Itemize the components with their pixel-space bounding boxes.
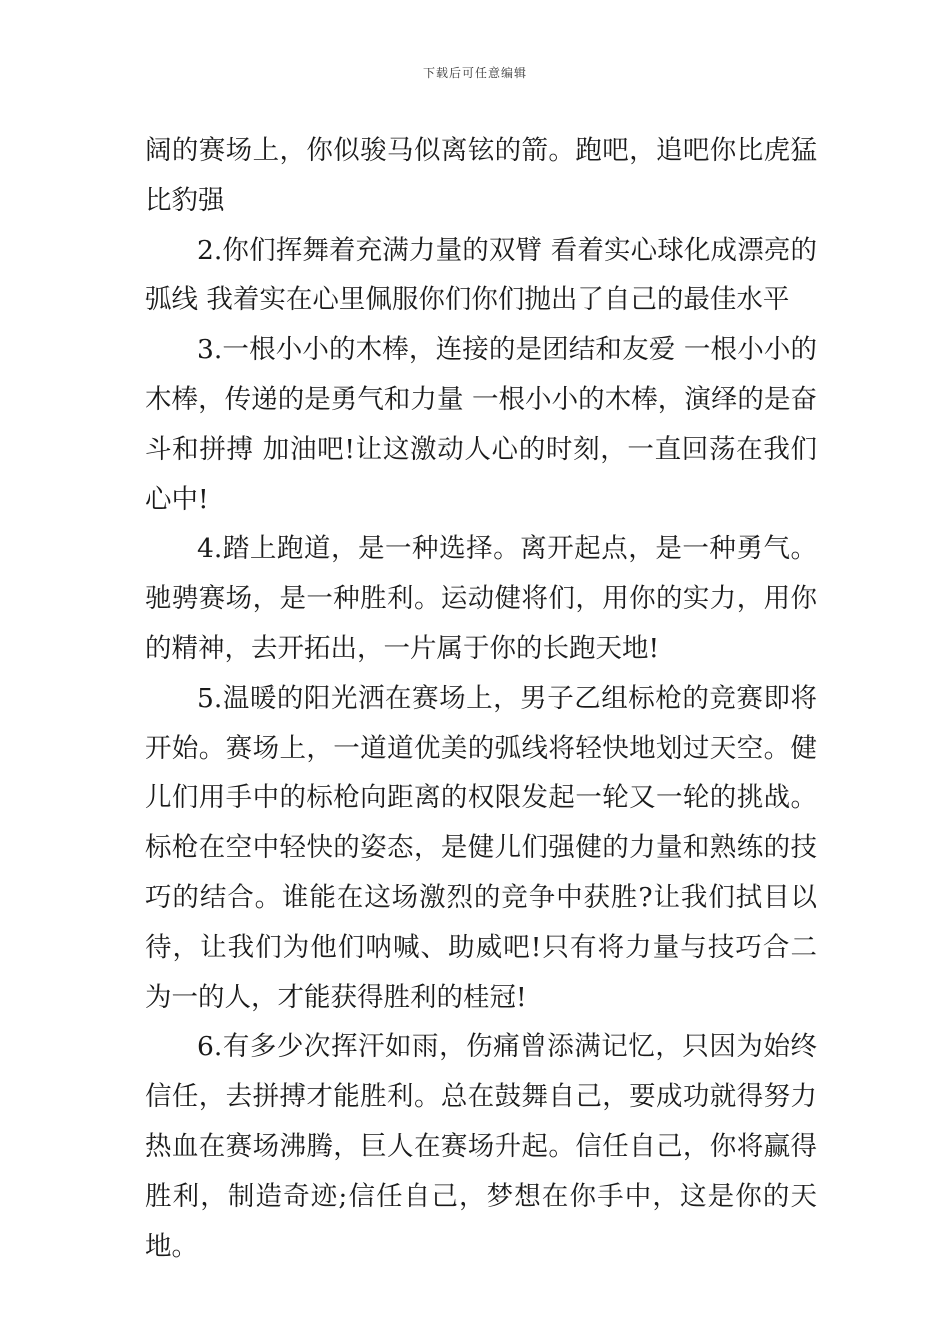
paragraph-6: 6.有多少次挥汗如雨，伤痛曾添满记忆，只因为始终信任，去拼搏才能胜利。总在鼓舞自己，要成功就得努力热血在赛场沸腾，巨人在赛场升起。信任自己，你将赢得胜利，制造奇迹;信任自己，梦想在你手中，这是你的天地。 xyxy=(145,1031,817,1262)
paragraph-4: 4.踏上跑道，是一种选择。离开起点，是一种勇气。驰骋赛场，是一种胜利。运动健将们，用你的实力，用你的精神，去开拓出，一片属于你的长跑天地! xyxy=(145,533,817,664)
document-body xyxy=(145,126,817,1271)
paragraph-2: 2.你们挥舞着充满力量的双臂 看着实心球化成漂亮的弧线 我着实在心里佩服你们你们抛出了自己的最佳水平 xyxy=(145,234,817,316)
paragraph-5: 5.温暖的阳光洒在赛场上，男子乙组标枪的竞赛即将开始。赛场上，一道道优美的弧线将轻快地划过天空。健儿们用手中的标枪向距离的权限发起一轮又一轮的挑战。标枪在空中轻快的姿态，是健儿们强健的力量和熟练的技巧的结合。谁能在这场激烈的竞争中获胜?让我们拭目以待，让我们为他们呐喊、助威吧!只有将力量与技巧合二为一的人，才能获得胜利的桂冠! xyxy=(145,682,817,1013)
paragraph-3: 3.一根小小的木棒，连接的是团结和友爱 一根小小的木棒，传递的是勇气和力量 一根小小的木棒，演绎的是奋斗和拼搏 加油吧!让这激动人心的时刻，一直回荡在我们心中! xyxy=(145,334,817,515)
page-header-note: 下载后可任意编辑 xyxy=(422,66,527,80)
paragraph-continued: 阔的赛场上，你似骏马似离铉的箭。跑吧，追吧你比虎猛比豹强 xyxy=(145,135,817,216)
